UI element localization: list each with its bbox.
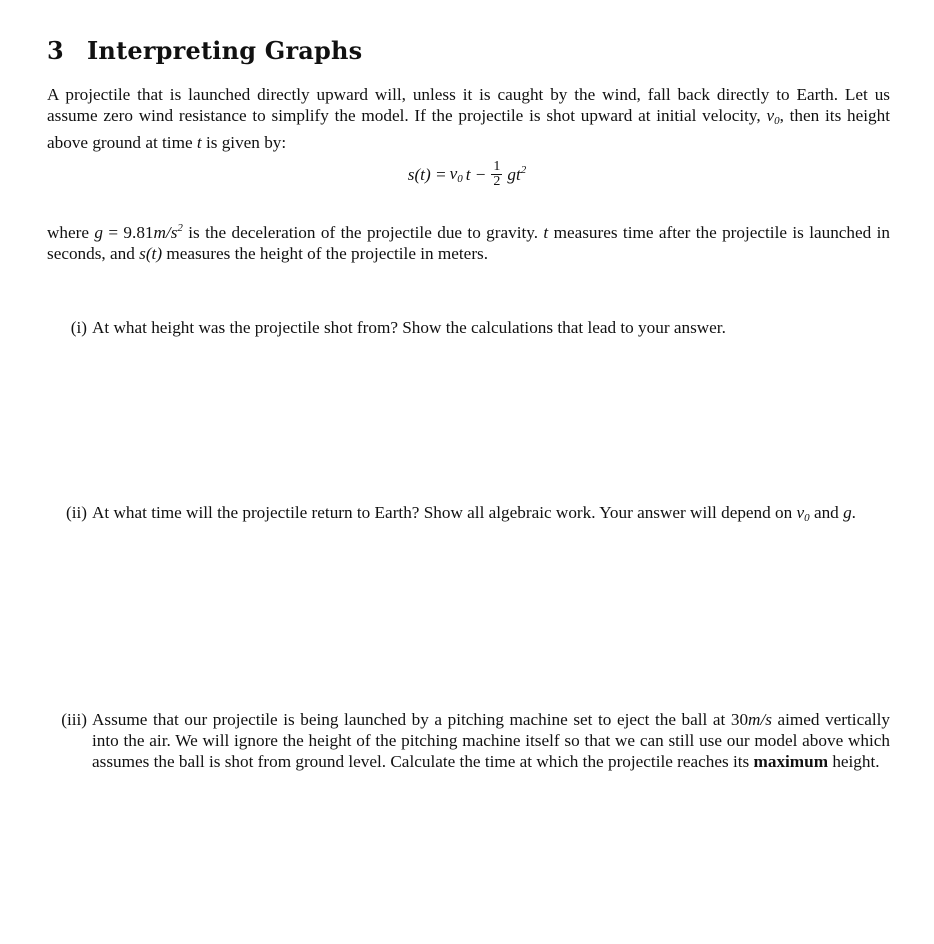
gravity-unit: $m/s^2$ <box>153 222 183 242</box>
section-heading <box>47 36 362 65</box>
question-label: (iii) <box>61 710 87 729</box>
fraction-numerator: 1 <box>493 159 501 174</box>
v0-symbol: $v_0$ <box>766 106 780 127</box>
question-i <box>47 317 890 338</box>
after-text-3: is the deceleration of the projectile due to gravity. <box>182 223 544 242</box>
intro-text-1: A projectile that is launched directly upward will, unless it is caught by the wind, fall back directly to Earth. Let us assume zero wind resistance to simplify the model. If the projectile is shot upward at initial velocity, <box>47 85 890 125</box>
height-equation <box>0 160 934 200</box>
question-text: Assume that our projectile is being launched by a pitching machine set to eject the ball at 30m/s aimed vertically into the air. We will ignore the height of the pitching machine itself so that we can still use our model above which assumes the ball is shot from ground level. Calculate the time at which the projectile reaches its maximum height. <box>92 710 890 771</box>
after-text-4: measures time after the projectile is launched in seconds, and <box>47 223 890 263</box>
question-ii <box>47 502 890 529</box>
intro-paragraph <box>47 84 890 153</box>
after-text-2: = 9.81 <box>102 223 154 242</box>
section-title: Interpreting Graphs <box>87 36 363 65</box>
g-symbol: g <box>94 223 103 242</box>
equation-explanation <box>47 218 890 264</box>
question-label: (i) <box>70 318 87 337</box>
emphasis-maximum: maximum <box>753 752 829 771</box>
question-label: (ii) <box>66 503 87 522</box>
intro-text-3: is given by: <box>201 133 287 152</box>
t-symbol-2: t <box>543 223 549 242</box>
after-text-1: where <box>47 223 95 242</box>
equation-lhs: s(t) = <box>407 164 447 184</box>
equation-t-term: t − <box>465 164 487 184</box>
equation-v0: $v_0$ <box>449 164 463 185</box>
fraction-denominator: 2 <box>493 174 501 189</box>
section-number: 3 <box>47 36 64 65</box>
s-symbol: s(t) <box>139 244 163 263</box>
after-text-5: measures the height of the projectile in meters. <box>162 244 489 263</box>
question-iii <box>47 709 890 772</box>
question-text: At what height was the projectile shot from? Show the calculations that lead to your answer. <box>92 318 726 337</box>
equation-fraction <box>491 160 502 189</box>
t-symbol: t <box>196 133 202 152</box>
question-text: At what time will the projectile return to Earth? Show all algebraic work. Your answer will depend on $v_0$ and g. <box>92 503 856 524</box>
intro-text-2: , then its height above ground at time <box>47 106 890 152</box>
equation-g-term: $gt^2$ <box>507 164 527 184</box>
